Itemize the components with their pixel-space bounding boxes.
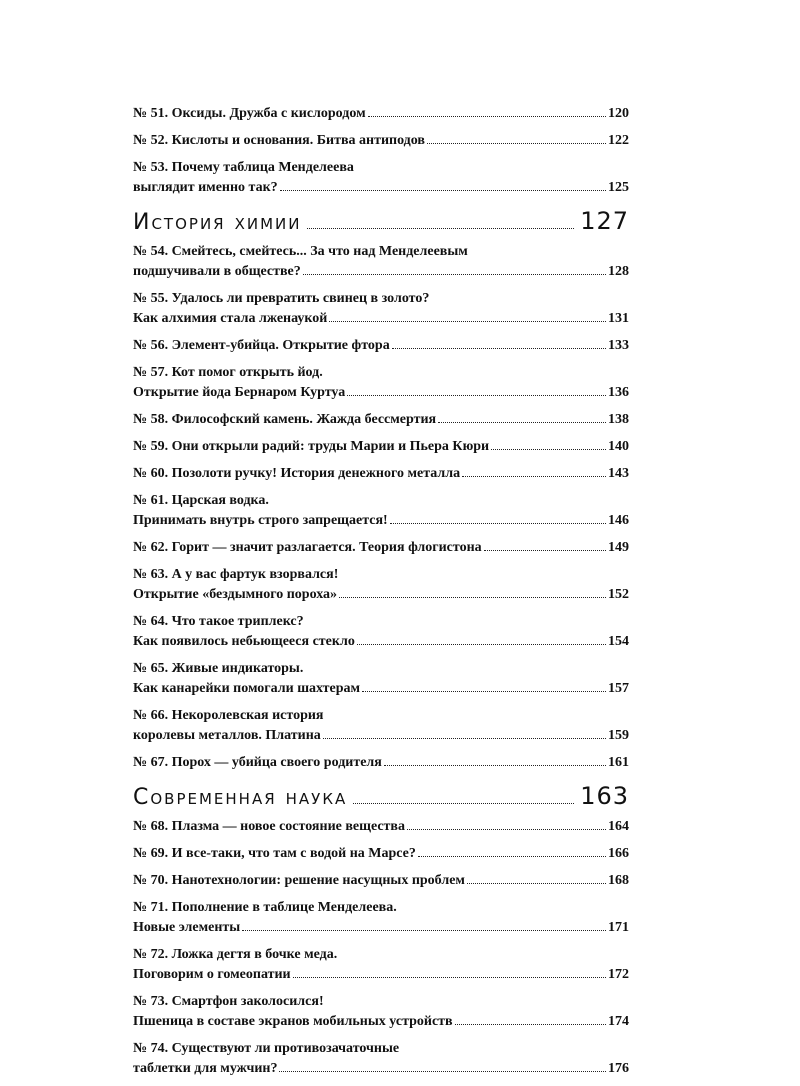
- page-number: 171: [608, 920, 629, 935]
- section-title: Современная наука: [133, 785, 348, 810]
- page-number: 172: [608, 967, 629, 982]
- toc-entry-line: [133, 242, 629, 262]
- page-number: 143: [608, 466, 629, 481]
- table-of-contents: [133, 104, 629, 1086]
- toc-entry[interactable]: [133, 1039, 629, 1079]
- dot-leader: [484, 550, 606, 551]
- toc-entry-text: № 70. Нанотехнологии: решение насущных проблем: [133, 873, 465, 888]
- page-number: 164: [608, 819, 629, 834]
- toc-entry-text: № 53. Почему таблица Менделеева: [133, 160, 354, 175]
- toc-entry-line: [133, 898, 629, 918]
- page-number: 149: [608, 540, 629, 555]
- toc-entry[interactable]: [133, 706, 629, 746]
- toc-entry-line: [133, 632, 629, 652]
- toc-entry-text: № 54. Смейтесь, смейтесь... За что над Менделеевым: [133, 244, 468, 259]
- toc-entry[interactable]: [133, 945, 629, 985]
- toc-entry-line: [133, 437, 629, 457]
- toc-entry-text: Как канарейки помогали шахтерам: [133, 681, 361, 696]
- page-number: 120: [608, 106, 629, 121]
- toc-entry-text: № 68. Плазма — новое состояние вещества: [133, 819, 405, 834]
- page-number: 166: [608, 846, 629, 861]
- toc-entry-line: [133, 918, 629, 938]
- toc-entry-line: [133, 1039, 629, 1059]
- toc-entry-line: [133, 753, 629, 773]
- toc-entry-line: [133, 491, 629, 511]
- toc-entry-text: Открытие йода Бернаром Куртуа: [133, 385, 346, 400]
- toc-entry[interactable]: [133, 242, 629, 282]
- toc-entry-line: [133, 1012, 629, 1032]
- toc-entry[interactable]: [133, 464, 629, 484]
- toc-entry-line: [133, 538, 629, 558]
- toc-entry-line: [133, 965, 629, 985]
- toc-entry[interactable]: [133, 336, 629, 356]
- toc-entry[interactable]: [133, 104, 629, 124]
- page-number: 133: [608, 338, 629, 353]
- toc-entry-line: [133, 336, 629, 356]
- toc-entry-line: [133, 992, 629, 1012]
- dot-leader: [368, 116, 606, 117]
- toc-entry-line: [133, 565, 629, 585]
- toc-entry-line: [133, 511, 629, 531]
- page-number: 131: [608, 311, 629, 326]
- toc-entry-line: [133, 262, 629, 282]
- section-heading: [133, 783, 629, 811]
- toc-entry-line: [133, 679, 629, 699]
- toc-entry-text: № 56. Элемент-убийца. Открытие фтора: [133, 338, 390, 353]
- page-number: 152: [608, 587, 629, 602]
- page-number: 161: [608, 755, 629, 770]
- toc-entry-text: № 58. Философский камень. Жажда бессмертия: [133, 412, 437, 427]
- toc-entry[interactable]: [133, 844, 629, 864]
- dot-leader: [462, 476, 606, 477]
- section-page-number: 163: [580, 782, 629, 810]
- page-number: 146: [608, 513, 629, 528]
- page-number: 125: [608, 180, 629, 195]
- page-number: 140: [608, 439, 629, 454]
- toc-entry[interactable]: [133, 992, 629, 1032]
- toc-entry-text: Пшеница в составе экранов мобильных устройств: [133, 1014, 453, 1029]
- toc-entry-text: № 72. Ложка дегтя в бочке меда.: [133, 947, 338, 962]
- dot-leader: [280, 190, 606, 191]
- toc-entry-line: [133, 817, 629, 837]
- toc-entry-line: [133, 1059, 629, 1079]
- toc-entry-line: [133, 844, 629, 864]
- dot-leader: [491, 449, 606, 450]
- toc-entry[interactable]: [133, 659, 629, 699]
- toc-entry-text: Поговорим о гомеопатии: [133, 967, 291, 982]
- dot-leader: [307, 228, 574, 229]
- toc-entry-text: № 63. А у вас фартук взорвался!: [133, 567, 339, 582]
- dot-leader: [467, 883, 606, 884]
- toc-entry-line: [133, 464, 629, 484]
- dot-leader: [242, 930, 606, 931]
- toc-entry-text: № 59. Они открыли радий: труды Марии и Пьера Кюри: [133, 439, 490, 454]
- toc-entry-text: Открытие «бездымного пороха»: [133, 587, 338, 602]
- toc-entry-text: Как алхимия стала лженаукой: [133, 311, 328, 326]
- dot-leader: [303, 274, 606, 275]
- toc-entry-line: [133, 104, 629, 124]
- toc-entry-text: № 61. Царская водка.: [133, 493, 269, 508]
- toc-entry-text: № 74. Существуют ли противозачаточные: [133, 1041, 400, 1056]
- toc-entry-text: таблетки для мужчин?: [133, 1061, 278, 1076]
- toc-entry[interactable]: [133, 612, 629, 652]
- toc-entry[interactable]: [133, 491, 629, 531]
- toc-entry[interactable]: [133, 131, 629, 151]
- page-number: 138: [608, 412, 629, 427]
- toc-entry-line: [133, 585, 629, 605]
- toc-entry[interactable]: [133, 817, 629, 837]
- dot-leader: [353, 803, 574, 804]
- toc-entry-text: королевы металлов. Платина: [133, 728, 321, 743]
- toc-entry-line: [133, 659, 629, 679]
- toc-entry-text: выглядит именно так?: [133, 180, 278, 195]
- toc-entry-line: [133, 871, 629, 891]
- page-number: 174: [608, 1014, 629, 1029]
- toc-entry[interactable]: [133, 753, 629, 773]
- toc-entry-text: № 60. Позолоти ручку! История денежного металла: [133, 466, 461, 481]
- toc-entry-line: [133, 410, 629, 430]
- page-number: 157: [608, 681, 629, 696]
- page-number: 176: [608, 1061, 629, 1076]
- dot-leader: [357, 644, 606, 645]
- toc-entry-text: № 64. Что такое триплекс?: [133, 614, 304, 629]
- toc-entry-text: № 71. Пополнение в таблице Менделеева.: [133, 900, 397, 915]
- toc-entry-line: [133, 289, 629, 309]
- dot-leader: [293, 977, 606, 978]
- toc-entry-line: [133, 612, 629, 632]
- toc-entry[interactable]: [133, 898, 629, 938]
- toc-entry[interactable]: [133, 871, 629, 891]
- dot-leader: [279, 1071, 606, 1072]
- toc-entry-text: подшучивали в обществе?: [133, 264, 301, 279]
- dot-leader: [438, 422, 606, 423]
- dot-leader: [427, 143, 606, 144]
- toc-entry-text: Как появилось небьющееся стекло: [133, 634, 355, 649]
- toc-entry[interactable]: [133, 538, 629, 558]
- page-number: 168: [608, 873, 629, 888]
- toc-entry-text: № 67. Порох — убийца своего родителя: [133, 755, 382, 770]
- page-number: 128: [608, 264, 629, 279]
- toc-entry-line: [133, 363, 629, 383]
- toc-entry-line: [133, 726, 629, 746]
- toc-entry-line: [133, 383, 629, 403]
- toc-entry-line: [133, 158, 629, 178]
- page-number: 154: [608, 634, 629, 649]
- toc-entry-text: № 55. Удалось ли превратить свинец в золото?: [133, 291, 430, 306]
- toc-entry[interactable]: [133, 437, 629, 457]
- toc-entry[interactable]: [133, 363, 629, 403]
- section-page-number: 127: [580, 207, 629, 235]
- toc-entry-line: [133, 309, 629, 329]
- toc-entry-text: № 65. Живые индикаторы.: [133, 661, 304, 676]
- toc-entry-text: Принимать внутрь строго запрещается!: [133, 513, 388, 528]
- toc-entry-text: № 66. Некоролевская история: [133, 708, 324, 723]
- toc-entry-text: № 73. Смартфон заколосился!: [133, 994, 324, 1009]
- dot-leader: [329, 321, 606, 322]
- toc-entry-line: [133, 131, 629, 151]
- dot-leader: [323, 738, 606, 739]
- dot-leader: [392, 348, 606, 349]
- toc-entry-text: Новые элементы: [133, 920, 241, 935]
- dot-leader: [407, 829, 606, 830]
- toc-entry-text: № 52. Кислоты и основания. Битва антиподов: [133, 133, 425, 148]
- dot-leader: [339, 597, 606, 598]
- dot-leader: [455, 1024, 606, 1025]
- toc-entry[interactable]: [133, 410, 629, 430]
- toc-entry-text: № 51. Оксиды. Дружба с кислородом: [133, 106, 366, 121]
- page-number: 159: [608, 728, 629, 743]
- toc-entry-text: № 57. Кот помог открыть йод.: [133, 365, 323, 380]
- section-heading: [133, 208, 629, 236]
- section-title: История химии: [133, 210, 302, 235]
- toc-entry-line: [133, 178, 629, 198]
- dot-leader: [384, 765, 606, 766]
- toc-entry-line: [133, 706, 629, 726]
- page-number: 136: [608, 385, 629, 400]
- toc-entry[interactable]: [133, 289, 629, 329]
- toc-entry-text: № 62. Горит — значит разлагается. Теория флогистона: [133, 540, 482, 555]
- dot-leader: [390, 523, 606, 524]
- page-number: 122: [608, 133, 629, 148]
- toc-entry[interactable]: [133, 565, 629, 605]
- dot-leader: [362, 691, 606, 692]
- toc-entry[interactable]: [133, 158, 629, 198]
- dot-leader: [347, 395, 606, 396]
- toc-entry-text: № 69. И все-таки, что там с водой на Марсе?: [133, 846, 416, 861]
- dot-leader: [418, 856, 606, 857]
- toc-entry-line: [133, 945, 629, 965]
